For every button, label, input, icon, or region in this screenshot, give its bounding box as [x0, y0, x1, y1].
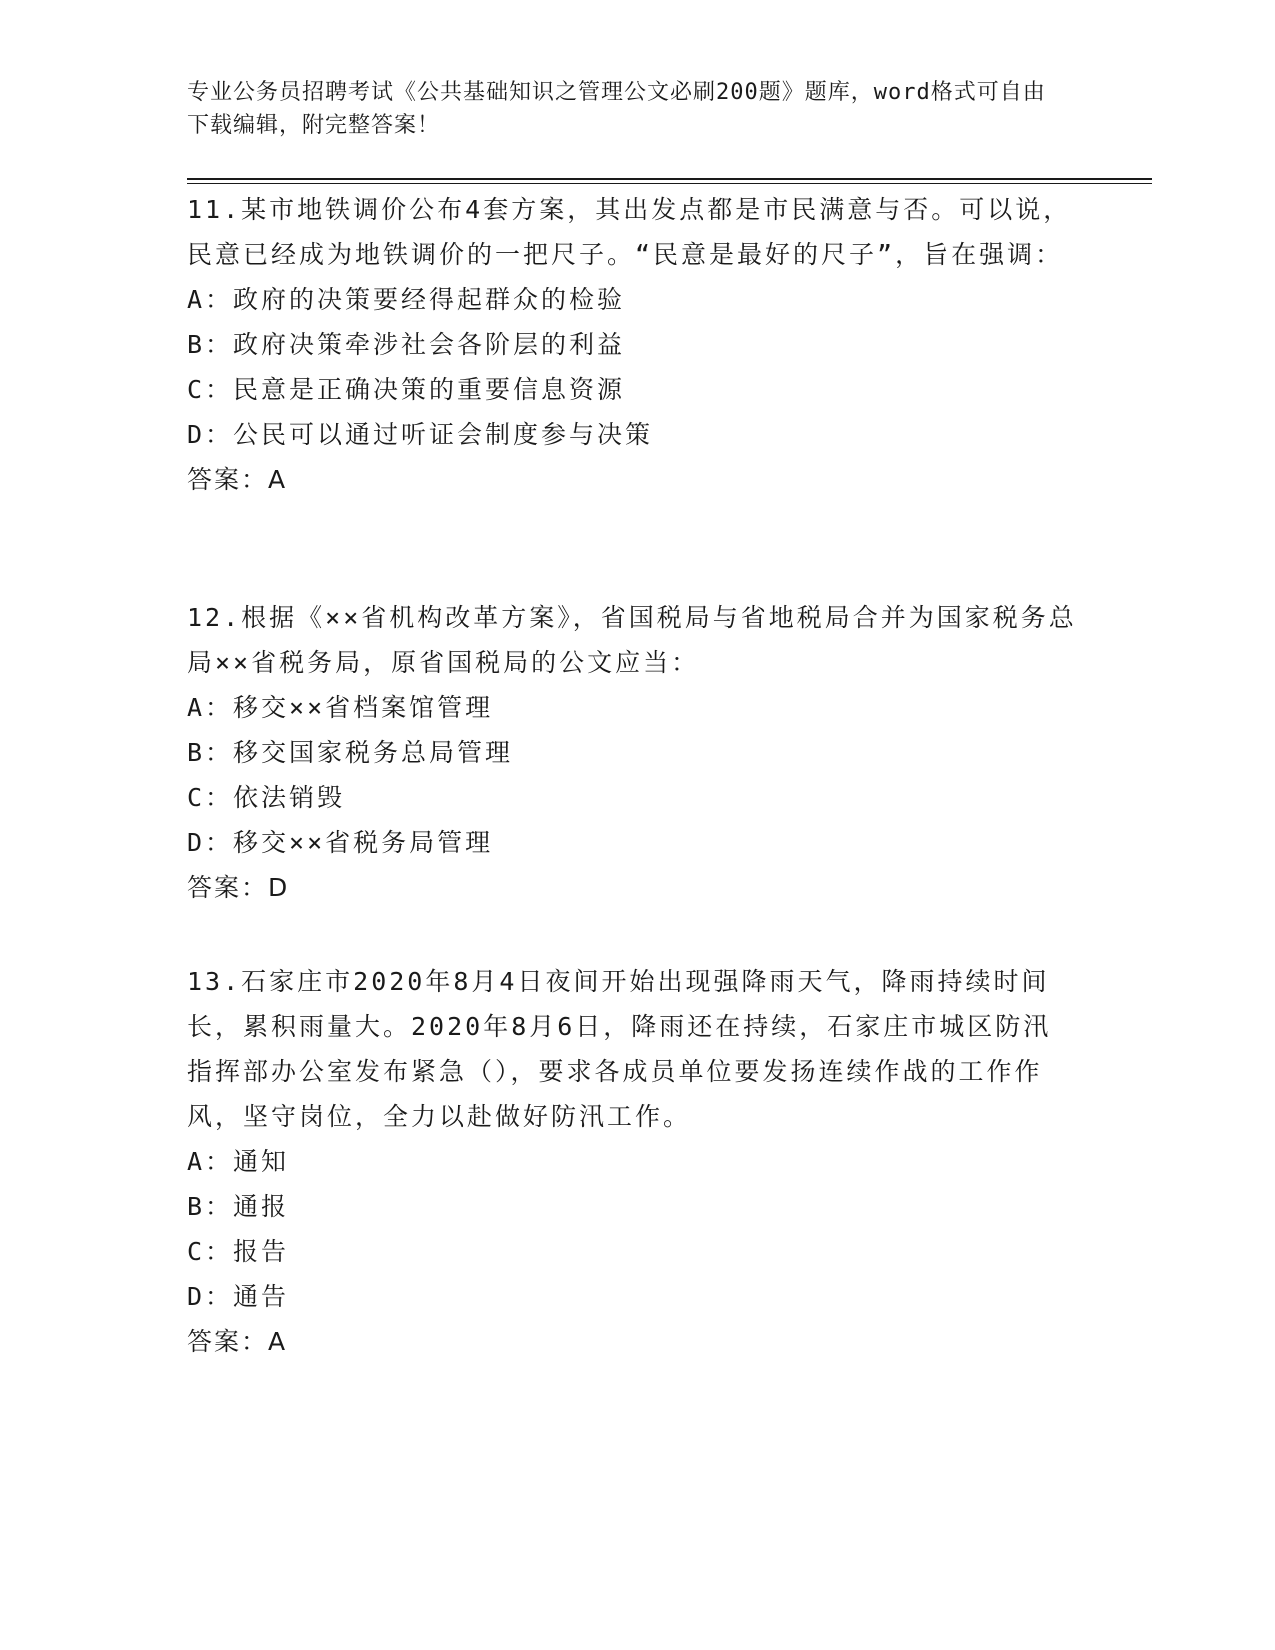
question-stem: 11.某市地铁调价公布4套方案，其出发点都是市民满意与否。可以说，民意已经成为地铁调价的一把尺子。“民意是最好的尺子”，旨在强调： [187, 195, 1072, 269]
page-header-title: 专业公务员招聘考试《公共基础知识之管理公文必刷200题》题库，word格式可自由下载编辑，附完整答案！ [187, 80, 1046, 138]
option-a: A：通知 [187, 1147, 290, 1176]
answer-line: 答案：A [187, 465, 288, 494]
option-d: D：公民可以通过听证会制度参与决策 [187, 420, 654, 449]
question-11 [187, 187, 1077, 502]
answer-line: 答案：A [187, 1327, 288, 1356]
answer-line: 答案：D [187, 873, 290, 902]
option-c: C：报告 [187, 1237, 290, 1266]
option-d: D：通告 [187, 1282, 290, 1311]
option-b: B：政府决策牵涉社会各阶层的利益 [187, 330, 626, 359]
question-stem: 12.根据《××省机构改革方案》，省国税局与省地税局合并为国家税务总局××省税务局，原省国税局的公文应当： [187, 603, 1077, 677]
option-c: C：依法销毁 [187, 783, 346, 812]
option-b: B：通报 [187, 1192, 290, 1221]
option-a: A：移交××省档案馆管理 [187, 693, 494, 722]
option-b: B：移交国家税务总局管理 [187, 738, 514, 767]
question-13 [187, 959, 1077, 1364]
question-12 [187, 595, 1077, 910]
question-stem: 13.石家庄市2020年8月4日夜间开始出现强降雨天气，降雨持续时间长，累积雨量大。2020年8月6日，降雨还在持续，石家庄市城区防汛指挥部办公室发布紧急（），要求各成员单位要发扬连续作战的工作作风，坚守岗位，全力以赴做好防汛工作。 [187, 967, 1052, 1131]
header-divider-thick [187, 178, 1152, 180]
header-divider-thin [187, 183, 1152, 184]
option-c: C：民意是正确决策的重要信息资源 [187, 375, 626, 404]
option-a: A：政府的决策要经得起群众的检验 [187, 285, 626, 314]
option-d: D：移交××省税务局管理 [187, 828, 494, 857]
